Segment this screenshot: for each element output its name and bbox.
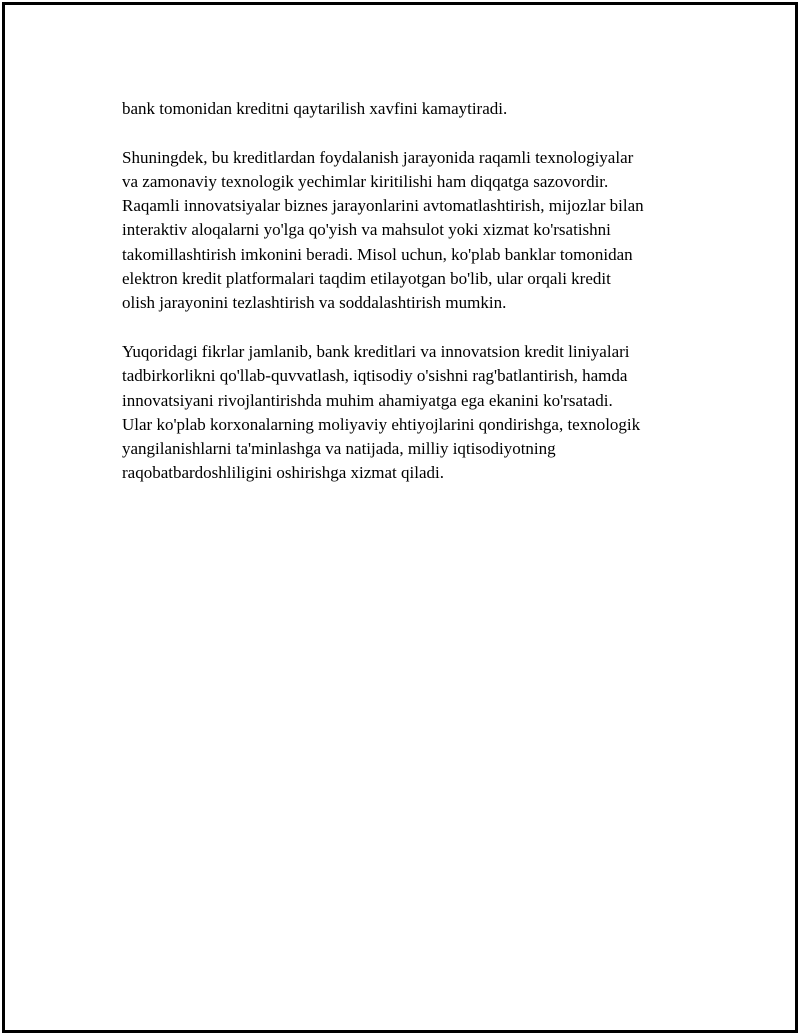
text-line: Shuningdek, bu kreditlardan foydalanish jarayonida raqamli texnologiyalar (122, 147, 634, 167)
text-line: Ular ko'plab korxonalarning moliyaviy ehtiyojlarini qondirishga, texnologik (122, 414, 641, 434)
text-line: raqobatbardoshliligini oshirishga xizmat qiladi. (122, 463, 444, 483)
text-line: Yuqoridagi fikrlar jamlanib, bank kreditlari va innovatsion kredit liniyalari (122, 341, 630, 361)
paragraph-1 (122, 97, 702, 121)
text-line: innovatsiyani rivojlantirishda muhim ahamiyatga ega ekanini ko'rsatadi. (122, 390, 613, 410)
text-line: interaktiv aloqalarni yo'lga qo'yish va mahsulot yoki xizmat ko'rsatishni (122, 220, 611, 240)
text-line: Raqamli innovatsiyalar biznes jarayonlarini avtomatlashtirish, mijozlar bilan (122, 196, 644, 216)
document-body (122, 97, 702, 510)
text-line: tadbirkorlikni qo'llab-quvvatlash, iqtisodiy o'sishni rag'batlantirish, hamda (122, 366, 628, 386)
page (2, 2, 798, 1033)
text-line: olish jarayonini tezlashtirish va soddalashtirish mumkin. (122, 293, 507, 313)
text-line: elektron kredit platformalari taqdim etilayotgan bo'lib, ular orqali kredit (122, 269, 611, 289)
text-line: bank tomonidan kreditni qaytarilish xavfini kamaytiradi. (122, 99, 508, 118)
text-line: yangilanishlarni ta'minlashga va natijada, milliy iqtisodiyotning (122, 439, 556, 459)
text-line: va zamonaviy texnologik yechimlar kiritilishi ham diqqatga sazovordir. (122, 171, 609, 191)
paragraph-2 (122, 146, 702, 316)
paragraph-3 (122, 340, 702, 486)
text-line: takomillashtirish imkonini beradi. Misol uchun, ko'plab banklar tomonidan (122, 244, 633, 264)
